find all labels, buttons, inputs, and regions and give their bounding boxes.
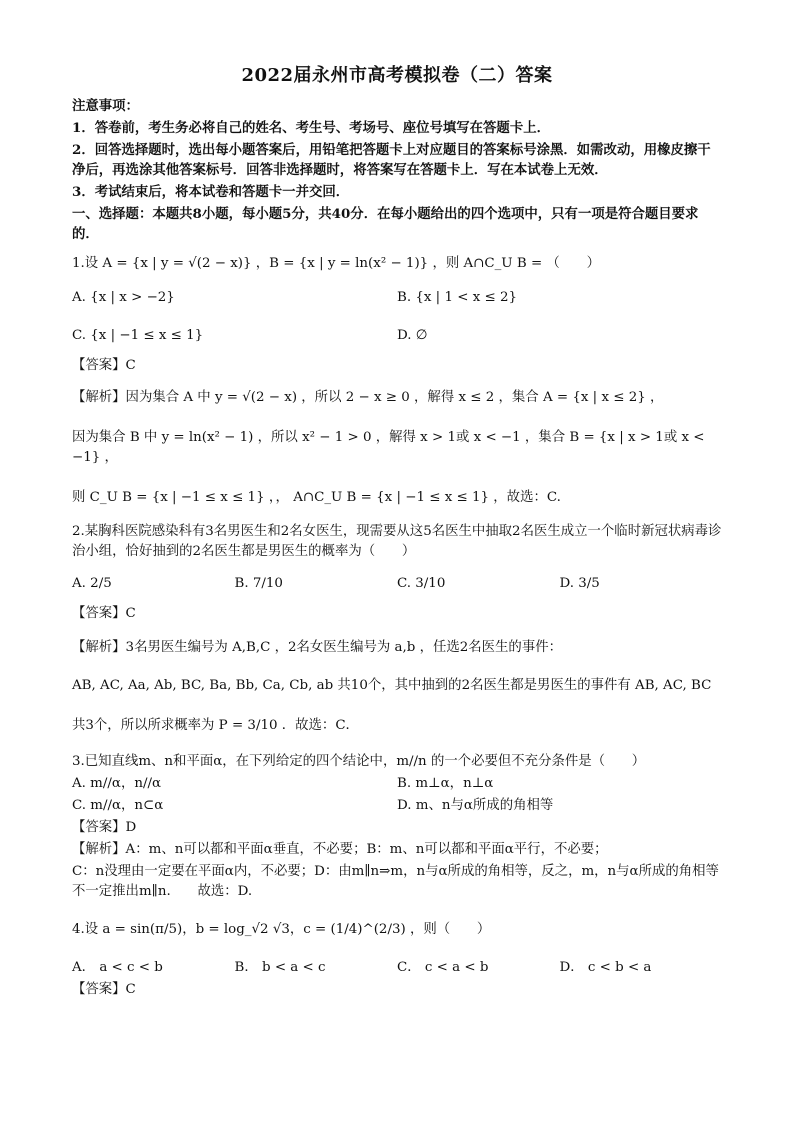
explanation-line: 【解析】3名男医生编号为 A,B,C ，2名女医生编号为 a,b ，任选2名医生的事件： [72, 640, 562, 655]
options-row [72, 326, 722, 346]
section-heading: 一、选择题：本题共8小题，每小题5分，共40分．在每小题给出的四个选项中，只有一项是符合题目要求的． [72, 206, 699, 242]
option-d: D. m、n与α所成的角相等 [397, 798, 554, 813]
question-2 [72, 522, 722, 736]
option-d: D. ∅ [397, 328, 428, 343]
options-row [72, 958, 722, 978]
question-stem: 3.已知直线m、n和平面α，在下列给定的四个结论中，m//n 的一个必要但不充分条件是（ ） [72, 754, 646, 769]
option-c: C． c < a < b [397, 960, 489, 975]
question-stem: 2.某胸科医院感染科有3名男医生和2名女医生，现需要从这5名医生中抽取2名医生成立一个临时新冠状病毒诊治小组，恰好抽到的2名医生都是男医生的概率为（ ） [72, 524, 722, 559]
explanation-line: 共3个，所以所求概率为 P = 3/10 ．故选：C． [72, 718, 359, 733]
answer-label: 【答案】C [72, 982, 136, 997]
option-b: B. 7/10 [234, 576, 283, 591]
options-row [72, 774, 722, 794]
notes-block [72, 96, 722, 244]
question-3 [72, 752, 722, 902]
notes-item: 1．答卷前，考生务必将自己的姓名、考生号、考场号、座位号填写在答题卡上． [72, 120, 550, 136]
notes-heading: 注意事项： [72, 98, 139, 114]
question-stem: 1.设 A = {x | y = √(2 − x)} ，B = {x | y = ln(x² − 1)} ，则 A∩C_U B = （ ） [72, 256, 600, 271]
option-a: A. 2/5 [72, 576, 112, 591]
option-b: B. m⊥α，n⊥α [397, 776, 494, 791]
question-stem: 4.设 a = sin(π/5)，b = log_√2 √3，c = (1/4)^(2/3) ，则（ ） [72, 922, 491, 937]
question-4 [72, 920, 722, 1000]
explanation-line: AB, AC, Aa, Ab, BC, Ba, Bb, Ca, Cb, ab 共10个，其中抽到的2名医生都是男医生的事件有 AB, AC, BC [72, 678, 712, 693]
answer-document [72, 66, 722, 1000]
explanation-line: 【解析】A：m、n可以都和平面α垂直，不必要；B：m、n可以都和平面α平行，不必要； [72, 842, 608, 857]
option-a: A. {x | x > −2} [72, 290, 175, 305]
notes-item: 3．考试结束后，将本试卷和答题卡一并交回． [72, 184, 350, 200]
option-b: B. {x | 1 < x ≤ 2} [397, 290, 518, 305]
option-d: D. 3/5 [559, 576, 600, 591]
option-c: C. 3/10 [397, 576, 446, 591]
option-b: B． b < a < c [234, 960, 326, 975]
answer-label: 【答案】D [72, 820, 137, 835]
notes-item: 2．回答选择题时，选出每小题答案后，用铅笔把答题卡上对应题目的答案标号涂黑．如需改动，用橡皮擦干净后，再选涂其他答案标号．回答非选择题时，将答案写在答题卡上．写在本试卷上无效． [72, 142, 711, 178]
answer-label: 【答案】C [72, 358, 136, 373]
answer-label: 【答案】C [72, 606, 136, 621]
options-row [72, 574, 722, 594]
page-title: 2022届永州市高考模拟卷（二）答案 [241, 65, 553, 86]
explanation-line: 因为集合 B 中 y = ln(x² − 1) ，所以 x² − 1 > 0 ，解得 x > 1或 x < −1 ，集合 B = {x | x > 1或 x < −1} ， [72, 430, 705, 465]
option-c: C. m//α，n⊂α [72, 798, 164, 813]
option-d: D． c < b < a [559, 960, 652, 975]
question-1 [72, 254, 722, 508]
explanation-line: C：n没理由一定要在平面α内，不必要；D：由m∥n⇒m，n与α所成的角相等，反之，m，n与α所成的角相等不一定推出m∥n. 故选：D. [72, 864, 719, 899]
explanation-line: 【解析】因为集合 A 中 y = √(2 − x) ，所以 2 − x ≥ 0 ，解得 x ≤ 2 ，集合 A = {x | x ≤ 2} ， [72, 390, 664, 405]
option-a: A. m//α，n//α [72, 776, 162, 791]
options-row [72, 796, 722, 816]
option-a: A． a < c < b [72, 960, 163, 975]
option-c: C. {x | −1 ≤ x ≤ 1} [72, 328, 204, 343]
options-row [72, 288, 722, 308]
explanation-line: 则 C_U B = {x | −1 ≤ x ≤ 1} ，， A∩C_U B = {x | −1 ≤ x ≤ 1} ，故选：C. [72, 490, 561, 505]
